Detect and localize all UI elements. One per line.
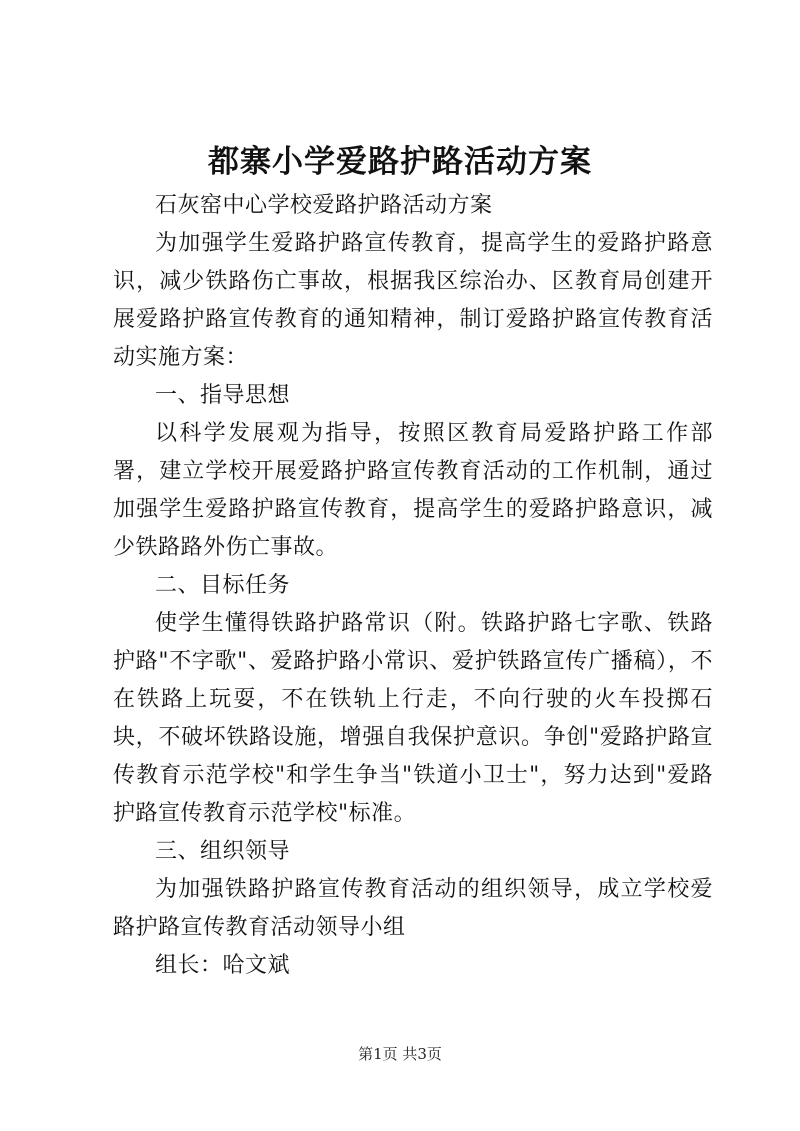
- subtitle-paragraph: 石灰窑中心学校爱路护路活动方案: [155, 193, 493, 218]
- section-heading-guiding-thought: 一、指导思想: [155, 383, 291, 408]
- goals-paragraph: 使学生懂得铁路护路常识（附。铁路护路七字歌、铁路护路"不字歌"、爱路护路小常识、爱护铁路宣传广播稿），不在铁路上玩耍，不在铁轨上行走，不向行驶的火车投掷石块，不破坏铁路设施，增强自我保护意识。争创"爱路护路宣传教育示范学校"和学生争当"铁道小卫士"，努力达到"爱路护路宣传教育示范学校"标准。: [113, 611, 713, 826]
- group-leader-line: 组长：哈文斌: [155, 953, 291, 978]
- guiding-thought-paragraph: 以科学发展观为指导，按照区教育局爱路护路工作部署，建立学校开展爱路护路宣传教育活动的工作机制，通过加强学生爱路护路宣传教育，提高学生的爱路护路意识，减少铁路路外伤亡事故。: [113, 421, 713, 560]
- document-body: [113, 187, 713, 985]
- document-title: 都寨小学爱路护路活动方案: [208, 144, 592, 180]
- page-footer: 第1页 共3页: [358, 1045, 442, 1063]
- section-heading-goals: 二、目标任务: [155, 573, 291, 598]
- organization-paragraph: 为加强铁路护路宣传教育活动的组织领导，成立学校爱路护路宣传教育活动领导小组: [113, 877, 713, 940]
- section-heading-organization: 三、组织领导: [155, 839, 291, 864]
- intro-paragraph: 为加强学生爱路护路宣传教育，提高学生的爱路护路意识，减少铁路伤亡事故，根据我区综治办、区教育局创建开展爱路护路宣传教育的通知精神，制订爱路护路宣传教育活动实施方案：: [113, 231, 713, 370]
